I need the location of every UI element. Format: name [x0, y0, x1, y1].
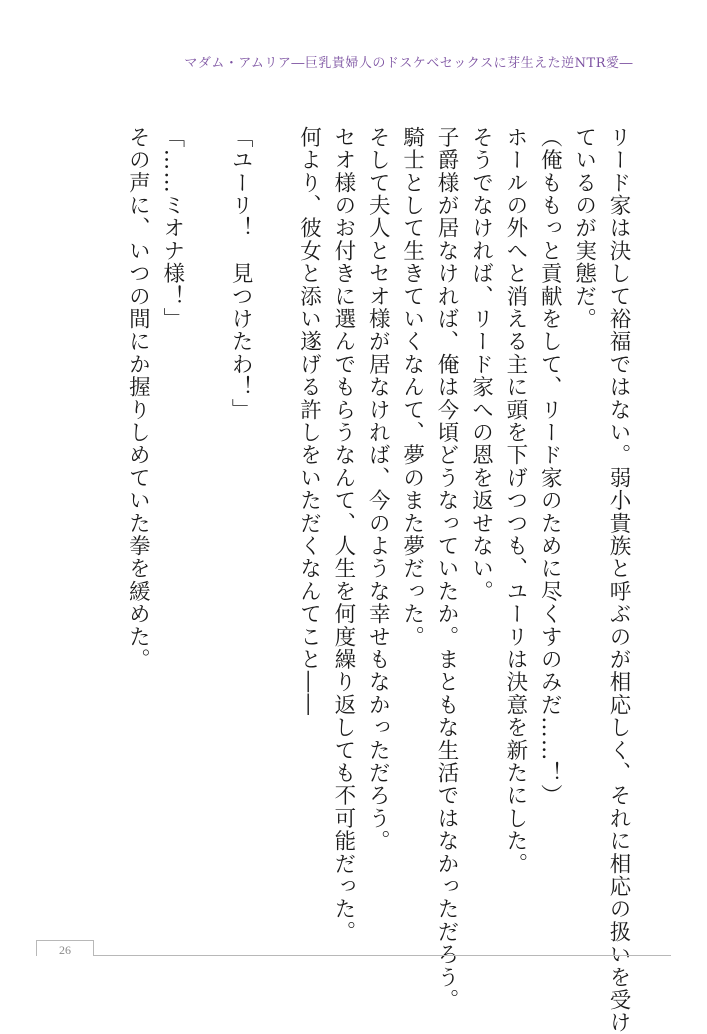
footer-rule: [36, 955, 671, 956]
text-line: ているのが実態だ。: [571, 126, 597, 331]
text-line: 子爵様が居なければ、俺は今頃どうなっていたか。まともな生活ではなかっただろう。: [434, 126, 460, 1012]
text-line: 何より、彼女と添い遂げる許しをいただくなんてこと――: [296, 126, 322, 717]
text-line: その声に、いつの間にか握りしめていた拳を緩めた。: [125, 126, 151, 671]
dialogue-line: 「ユーリ！ 見つけたわ！」: [228, 126, 254, 422]
paragraph-gap: [189, 126, 223, 826]
paragraph-gap: [257, 126, 291, 826]
text-line: セオ様のお付きに選んでもらうなんて、人生を何度繰り返しても不可能だった。: [330, 126, 356, 944]
text-line: そうでなければ、リード家への恩を返せない。: [468, 126, 494, 603]
text-line: リード家は決して裕福ではない。弱小貴族と呼ぶのが相応しく、それに相応の扱いを受け: [606, 126, 631, 1034]
text-line: （俺ももっと貢献をして、リード家のために尽くすのみだ……！）: [537, 126, 563, 807]
text-line: 騎士として生きていくなんて、夢のまた夢だった。: [399, 126, 425, 649]
dialogue-line: 「……ミオナ様！」: [159, 126, 185, 331]
body-text: [120, 126, 635, 1034]
text-line: ホールの外へと消える主に頭を下げつつも、ユーリは決意を新たにした。: [502, 126, 528, 876]
text-line: そして夫人とセオ様が居なければ、今のような幸せもなかっただろう。: [365, 126, 391, 853]
page-number: 26: [59, 943, 71, 957]
running-header: マダム・アムリア―巨乳貴婦人のドスケベセックスに芽生えた逆NTR愛―: [184, 56, 633, 71]
